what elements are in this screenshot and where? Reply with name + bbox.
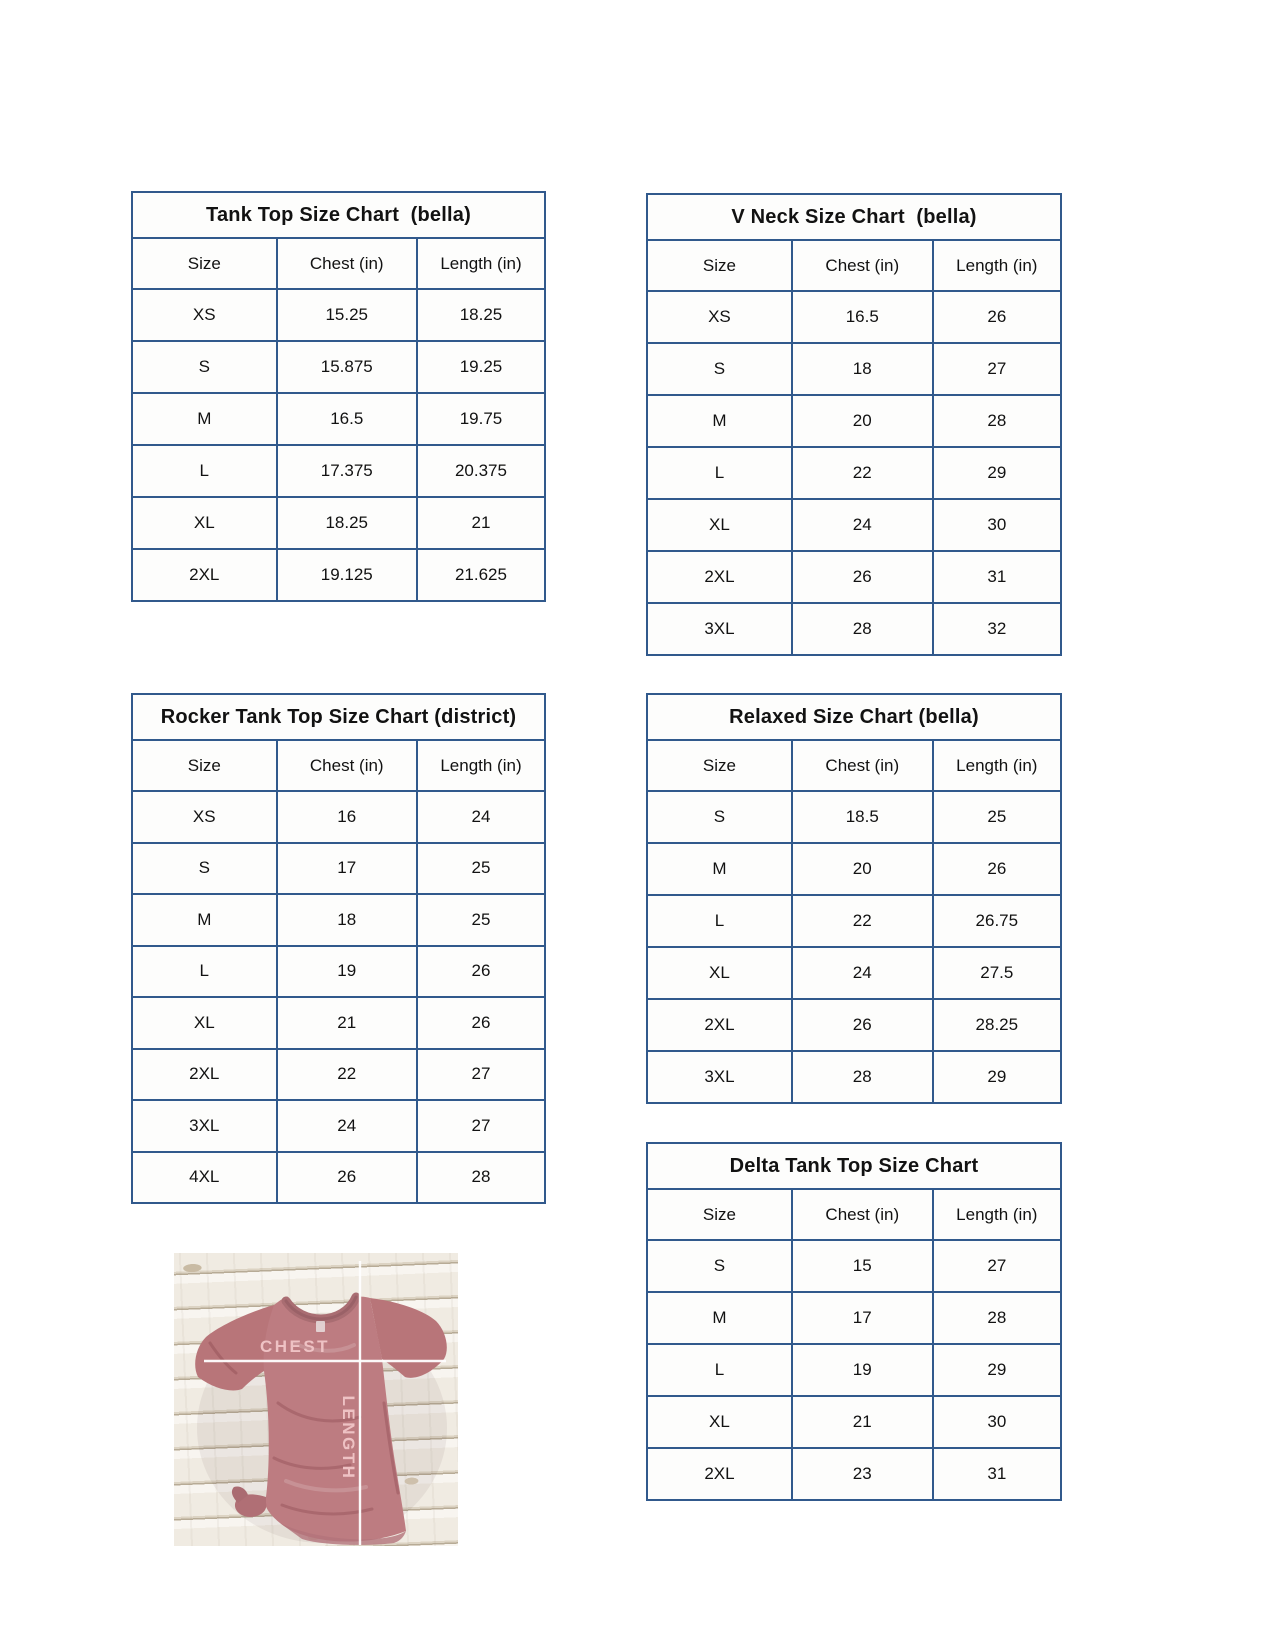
cell: L [647, 447, 792, 499]
table-title: V Neck Size Chart (bella) [647, 194, 1061, 240]
table-row [647, 1292, 1061, 1344]
cell: 26 [933, 291, 1061, 343]
cell: 30 [933, 499, 1061, 551]
cell: 29 [933, 1051, 1061, 1103]
cell: 28.25 [933, 999, 1061, 1051]
cell: 26 [792, 551, 933, 603]
table-header-row [647, 240, 1061, 291]
cell: 25 [417, 843, 545, 895]
cell: 27 [933, 1240, 1061, 1292]
cell: M [132, 894, 277, 946]
column-header: Chest (in) [277, 740, 417, 791]
cell: 19.125 [277, 549, 417, 601]
size-chart-relaxed [646, 693, 1062, 1104]
table-row [647, 291, 1061, 343]
table-title: Tank Top Size Chart (bella) [132, 192, 545, 238]
cell: 18.25 [277, 497, 417, 549]
table-header-row [132, 740, 545, 791]
rocker-tank-top-table [131, 693, 546, 1204]
cell: 26 [792, 999, 933, 1051]
cell: S [647, 343, 792, 395]
cell: S [132, 843, 277, 895]
column-header: Size [132, 740, 277, 791]
tshirt-graphic [174, 1253, 458, 1546]
column-header: Chest (in) [792, 240, 933, 291]
cell: 19 [277, 946, 417, 998]
size-chart-v-neck [646, 193, 1062, 656]
table-row [647, 895, 1061, 947]
table-row [132, 843, 545, 895]
cell: 16.5 [277, 393, 417, 445]
table-title-row [132, 192, 545, 238]
cell: S [647, 791, 792, 843]
table-row [132, 1049, 545, 1101]
table-header-row [647, 1189, 1061, 1240]
cell: 21.625 [417, 549, 545, 601]
table-row [647, 1344, 1061, 1396]
cell: 32 [933, 603, 1061, 655]
cell: 27.5 [933, 947, 1061, 999]
column-header: Length (in) [933, 1189, 1061, 1240]
chest-label: CHEST [259, 1337, 331, 1356]
cell: 24 [277, 1100, 417, 1152]
column-header: Size [647, 740, 792, 791]
table-title-row [647, 1143, 1061, 1189]
column-header: Chest (in) [277, 238, 417, 289]
cell: 21 [277, 997, 417, 1049]
table-row [647, 551, 1061, 603]
cell: 18.25 [417, 289, 545, 341]
table-row [647, 791, 1061, 843]
cell: 17 [277, 843, 417, 895]
table-row [647, 843, 1061, 895]
cell: 21 [417, 497, 545, 549]
cell: 26.75 [933, 895, 1061, 947]
cell: 26 [417, 997, 545, 1049]
cell: 20 [792, 395, 933, 447]
cell: 22 [792, 447, 933, 499]
cell: 15.25 [277, 289, 417, 341]
table-title-row [647, 694, 1061, 740]
cell: 20 [792, 843, 933, 895]
cell: XL [647, 1396, 792, 1448]
cell: 25 [417, 894, 545, 946]
cell: 28 [933, 395, 1061, 447]
cell: 28 [792, 603, 933, 655]
cell: 26 [277, 1152, 417, 1204]
table-title-row [647, 194, 1061, 240]
neck-tag [316, 1321, 325, 1332]
size-chart-rocker-tank-top [131, 693, 546, 1204]
table-row [132, 341, 545, 393]
delta-tank-top-table [646, 1142, 1062, 1501]
size-chart-delta-tank-top [646, 1142, 1062, 1501]
cell: 2XL [647, 999, 792, 1051]
cell: XL [132, 997, 277, 1049]
cell: 21 [792, 1396, 933, 1448]
table-title: Relaxed Size Chart (bella) [647, 694, 1061, 740]
cell: 17 [792, 1292, 933, 1344]
table-row [132, 946, 545, 998]
cell: L [132, 445, 277, 497]
cell: 17.375 [277, 445, 417, 497]
cell: 26 [933, 843, 1061, 895]
cell: 18.5 [792, 791, 933, 843]
column-header: Size [132, 238, 277, 289]
table-title: Delta Tank Top Size Chart [647, 1143, 1061, 1189]
cell: 29 [933, 1344, 1061, 1396]
cell: 20.375 [417, 445, 545, 497]
table-row [132, 1152, 545, 1204]
cell: 27 [933, 343, 1061, 395]
table-row [132, 393, 545, 445]
cell: XL [647, 499, 792, 551]
table-row [132, 497, 545, 549]
table-header-row [647, 740, 1061, 791]
table-row [647, 1448, 1061, 1500]
cell: 26 [417, 946, 545, 998]
cell: L [647, 1344, 792, 1396]
cell: 4XL [132, 1152, 277, 1204]
column-header: Chest (in) [792, 1189, 933, 1240]
column-header: Length (in) [417, 740, 545, 791]
cell: 24 [792, 947, 933, 999]
column-header: Length (in) [933, 240, 1061, 291]
size-chart-tank-top [131, 191, 546, 602]
table-row [132, 894, 545, 946]
cell: L [132, 946, 277, 998]
cell: 2XL [132, 1049, 277, 1101]
column-header: Length (in) [933, 740, 1061, 791]
cell: 18 [277, 894, 417, 946]
cell: 2XL [647, 1448, 792, 1500]
tank-top-table [131, 191, 546, 602]
cell: 19.75 [417, 393, 545, 445]
cell: 22 [792, 895, 933, 947]
column-header: Length (in) [417, 238, 545, 289]
cell: 15 [792, 1240, 933, 1292]
cell: 30 [933, 1396, 1061, 1448]
cell: L [647, 895, 792, 947]
cell: M [647, 395, 792, 447]
table-header-row [132, 238, 545, 289]
cell: 27 [417, 1049, 545, 1101]
cell: 2XL [132, 549, 277, 601]
length-label: LENGTH [339, 1395, 358, 1481]
cell: 18 [792, 343, 933, 395]
cell: 28 [417, 1152, 545, 1204]
cell: 3XL [647, 1051, 792, 1103]
cell: S [132, 341, 277, 393]
table-row [647, 447, 1061, 499]
cell: M [647, 843, 792, 895]
cell: 27 [417, 1100, 545, 1152]
column-header: Chest (in) [792, 740, 933, 791]
cell: 31 [933, 551, 1061, 603]
table-row [647, 947, 1061, 999]
cell: 3XL [647, 603, 792, 655]
cell: 16 [277, 791, 417, 843]
cell: 24 [792, 499, 933, 551]
cell: 22 [277, 1049, 417, 1101]
table-row [132, 997, 545, 1049]
cell: 2XL [647, 551, 792, 603]
table-title: Rocker Tank Top Size Chart (district) [132, 694, 545, 740]
cell: 15.875 [277, 341, 417, 393]
cell: 19 [792, 1344, 933, 1396]
cell: 31 [933, 1448, 1061, 1500]
cell: XS [647, 291, 792, 343]
cell: XS [132, 791, 277, 843]
cell: 28 [792, 1051, 933, 1103]
cell: 25 [933, 791, 1061, 843]
cell: XL [132, 497, 277, 549]
table-row [647, 999, 1061, 1051]
table-row [132, 289, 545, 341]
cell: S [647, 1240, 792, 1292]
tshirt-measurement-photo [174, 1253, 458, 1546]
table-row [132, 445, 545, 497]
table-row [647, 1240, 1061, 1292]
table-row [132, 1100, 545, 1152]
table-row [647, 499, 1061, 551]
v-neck-table [646, 193, 1062, 656]
cell: XS [132, 289, 277, 341]
column-header: Size [647, 1189, 792, 1240]
cell: 3XL [132, 1100, 277, 1152]
cell: XL [647, 947, 792, 999]
cell: 19.25 [417, 341, 545, 393]
cell: 24 [417, 791, 545, 843]
table-row [132, 549, 545, 601]
cell: 28 [933, 1292, 1061, 1344]
cell: 16.5 [792, 291, 933, 343]
relaxed-table [646, 693, 1062, 1104]
table-row [647, 395, 1061, 447]
table-row [647, 1396, 1061, 1448]
cell: 29 [933, 447, 1061, 499]
table-row [647, 1051, 1061, 1103]
cell: M [647, 1292, 792, 1344]
table-row [132, 791, 545, 843]
cell: 23 [792, 1448, 933, 1500]
table-row [647, 343, 1061, 395]
table-row [647, 603, 1061, 655]
table-title-row [132, 694, 545, 740]
column-header: Size [647, 240, 792, 291]
cell: M [132, 393, 277, 445]
